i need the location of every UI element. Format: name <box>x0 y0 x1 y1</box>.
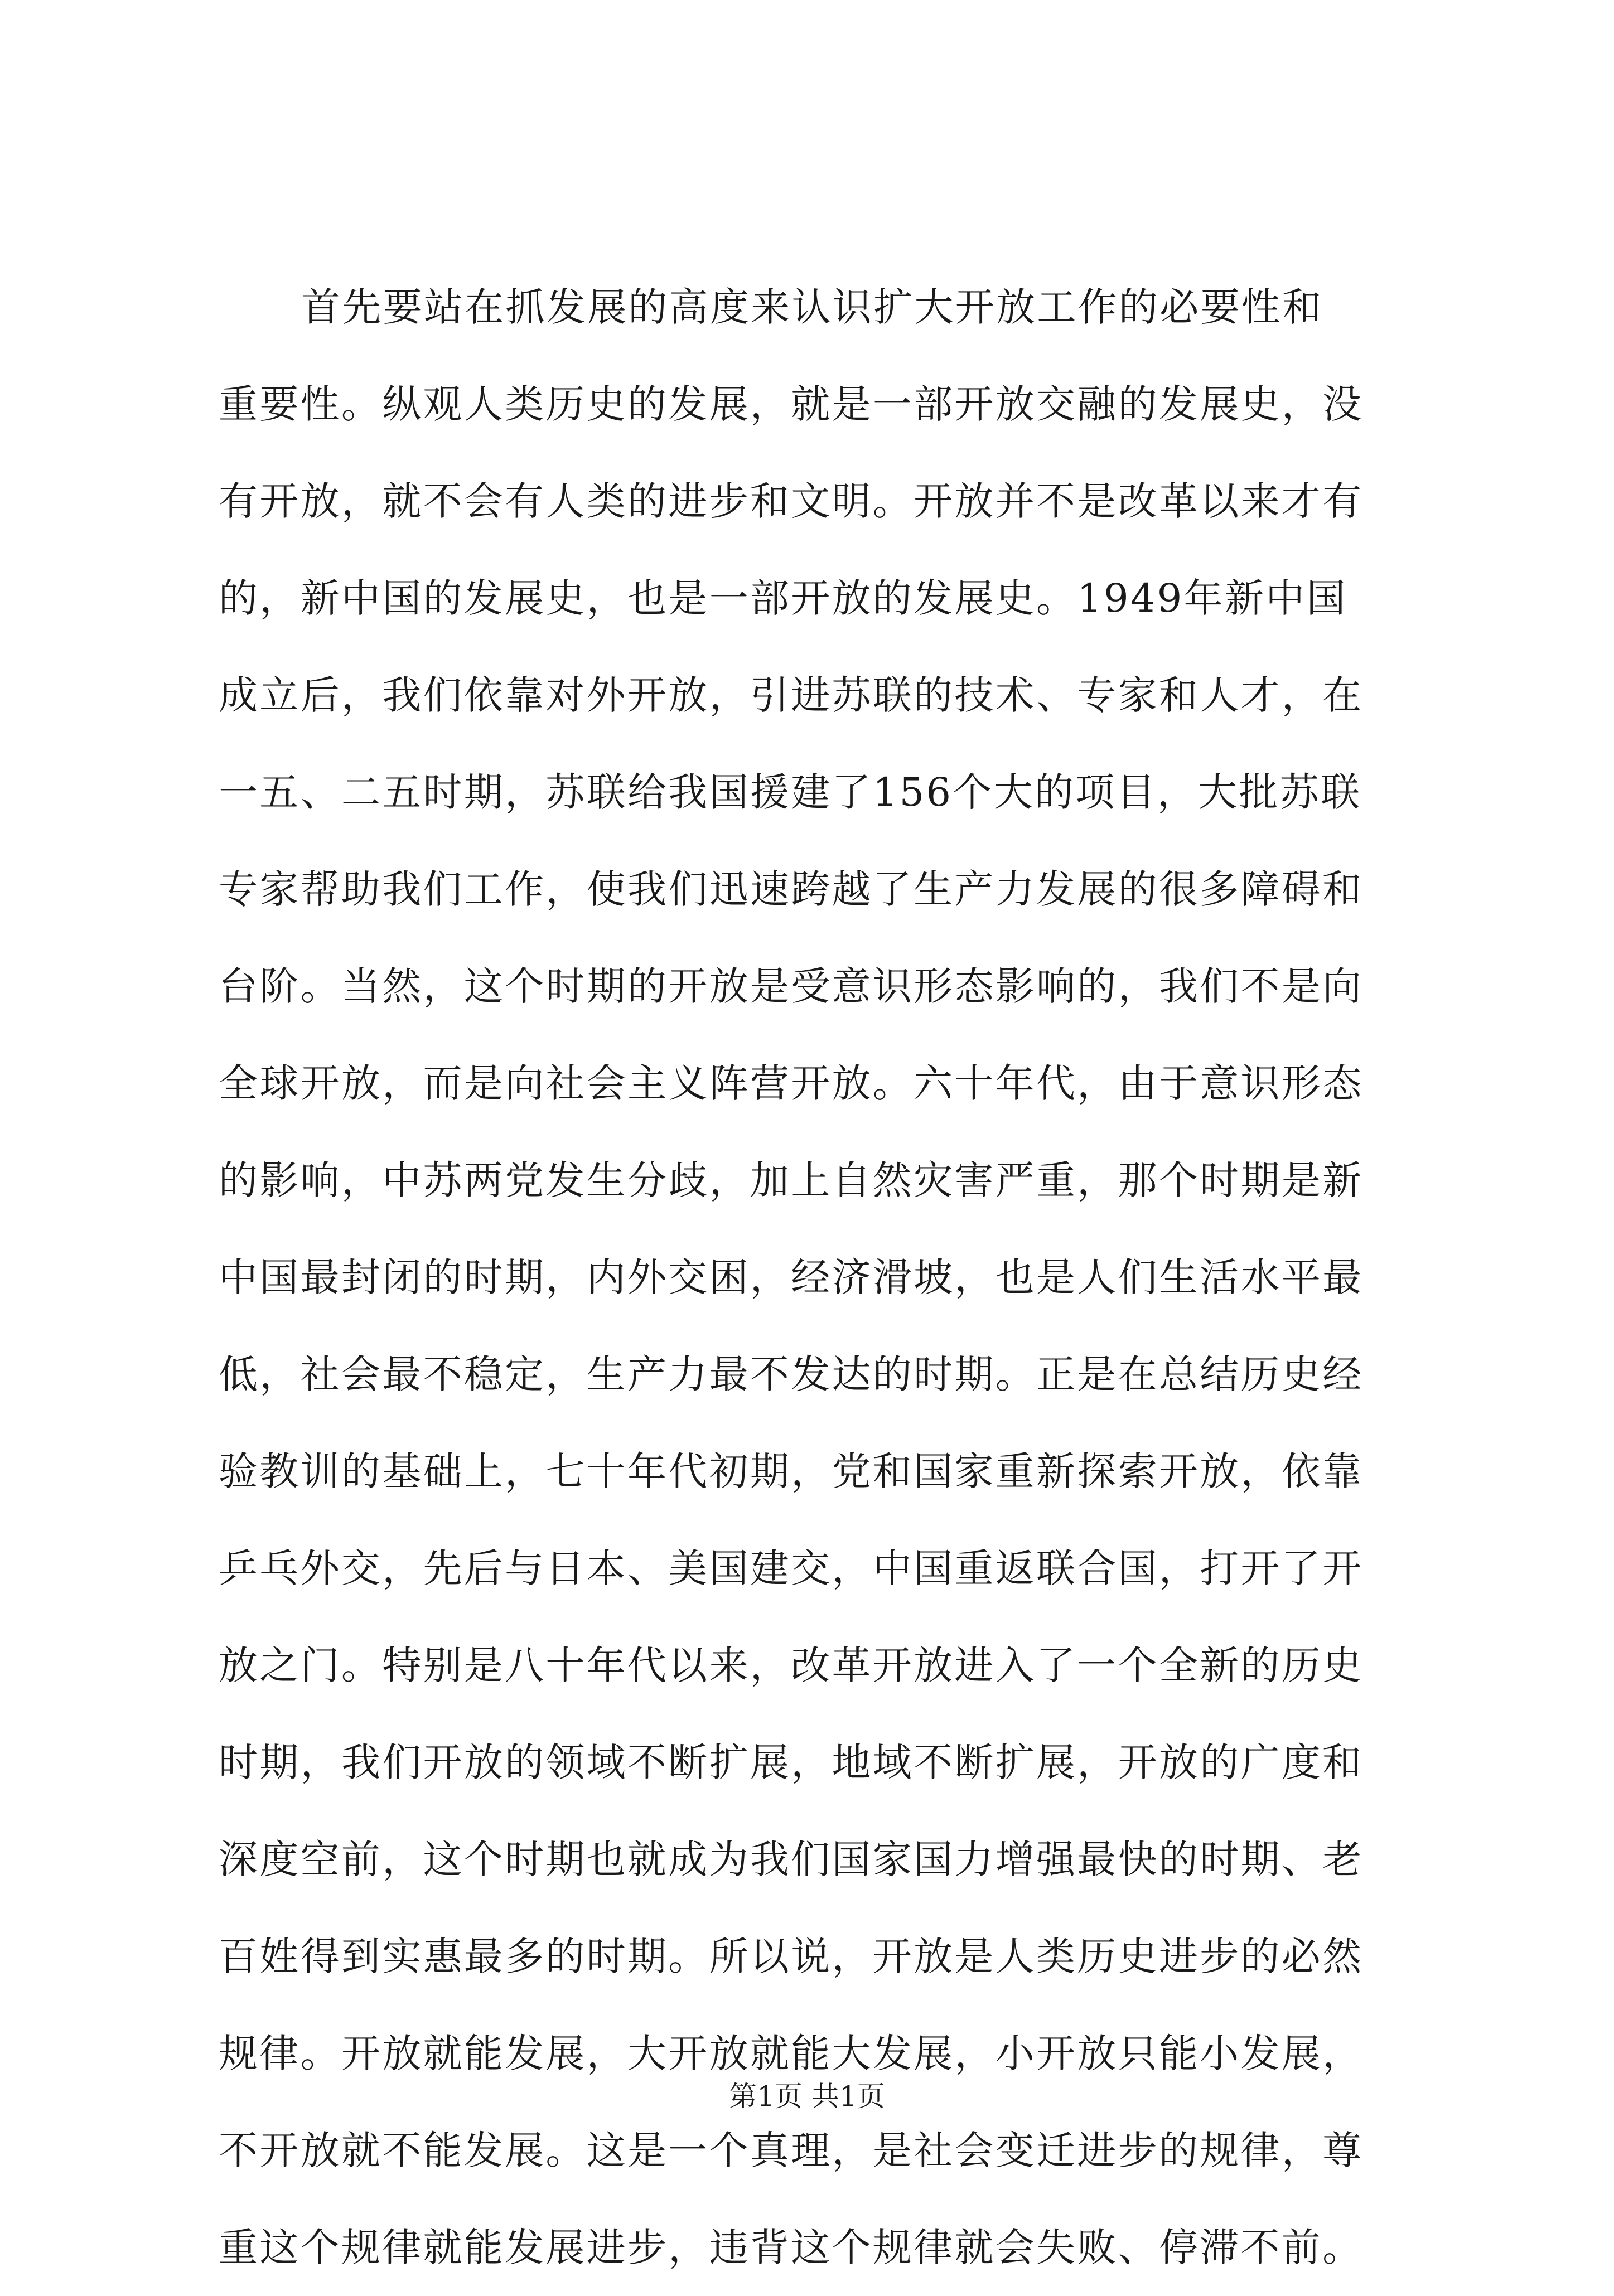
paragraph-line: 中国最封闭的时期，内外交困，经济滑坡，也是人们生活水平最 <box>219 1254 1364 1300</box>
paragraph-line: 全球开放，而是向社会主义阵营开放。六十年代，由于意识形态 <box>219 1060 1364 1106</box>
paragraph-line: 乒乓外交，先后与日本、美国建交，中国重返联合国，打开了开 <box>219 1546 1364 1591</box>
paragraph-line: 规律。开放就能发展，大开放就能大发展，小开放只能小发展， <box>219 2031 1364 2076</box>
paragraph-line: 专家帮助我们工作，使我们迅速跨越了生产力发展的很多障碍和 <box>219 866 1364 912</box>
paragraph-line: 百姓得到实惠最多的时期。所以说，开放是人类历史进步的必然 <box>219 1934 1364 1979</box>
paragraph-line: 首先要站在抓发展的高度来认识扩大开放工作的必要性和 <box>301 284 1323 330</box>
paragraph-line: 的，新中国的发展史，也是一部开放的发展史。1949年新中国 <box>219 575 1347 621</box>
paragraph-line: 的影响，中苏两党发生分歧，加上自然灾害严重，那个时期是新 <box>219 1157 1364 1203</box>
paragraph-line: 时期，我们开放的领域不断扩展，地域不断扩展，开放的广度和 <box>219 1740 1364 1785</box>
paragraph-line: 验教训的基础上，七十年代初期，党和国家重新探索开放，依靠 <box>219 1449 1364 1494</box>
page-footer: 第1页 共1页 <box>729 2080 885 2113</box>
paragraph-line: 成立后，我们依靠对外开放，引进苏联的技术、专家和人才，在 <box>219 672 1364 718</box>
paragraph-line: 低，社会最不稳定，生产力最不发达的时期。正是在总结历史经 <box>219 1352 1364 1397</box>
paragraph-line: 重这个规律就能发展进步，违背这个规律就会失败、停滞不前。 <box>219 2225 1364 2270</box>
paragraph-line: 深度空前，这个时期也就成为我们国家国力增强最快的时期、老 <box>219 1837 1364 1882</box>
body-paragraph <box>219 259 1401 2296</box>
paragraph-line: 不开放就不能发展。这是一个真理，是社会变迁进步的规律，尊 <box>219 2128 1364 2173</box>
paragraph-line: 一五、二五时期，苏联给我国援建了156个大的项目，大批苏联 <box>219 769 1362 815</box>
paragraph-line: 放之门。特别是八十年代以来，改革开放进入了一个全新的历史 <box>219 1643 1364 1688</box>
paragraph-line: 有开放，就不会有人类的进步和文明。开放并不是改革以来才有 <box>219 478 1364 524</box>
paragraph-line: 重要性。纵观人类历史的发展，就是一部开放交融的发展史，没 <box>219 381 1364 427</box>
paragraph-line: 台阶。当然，这个时期的开放是受意识形态影响的，我们不是向 <box>219 963 1364 1009</box>
